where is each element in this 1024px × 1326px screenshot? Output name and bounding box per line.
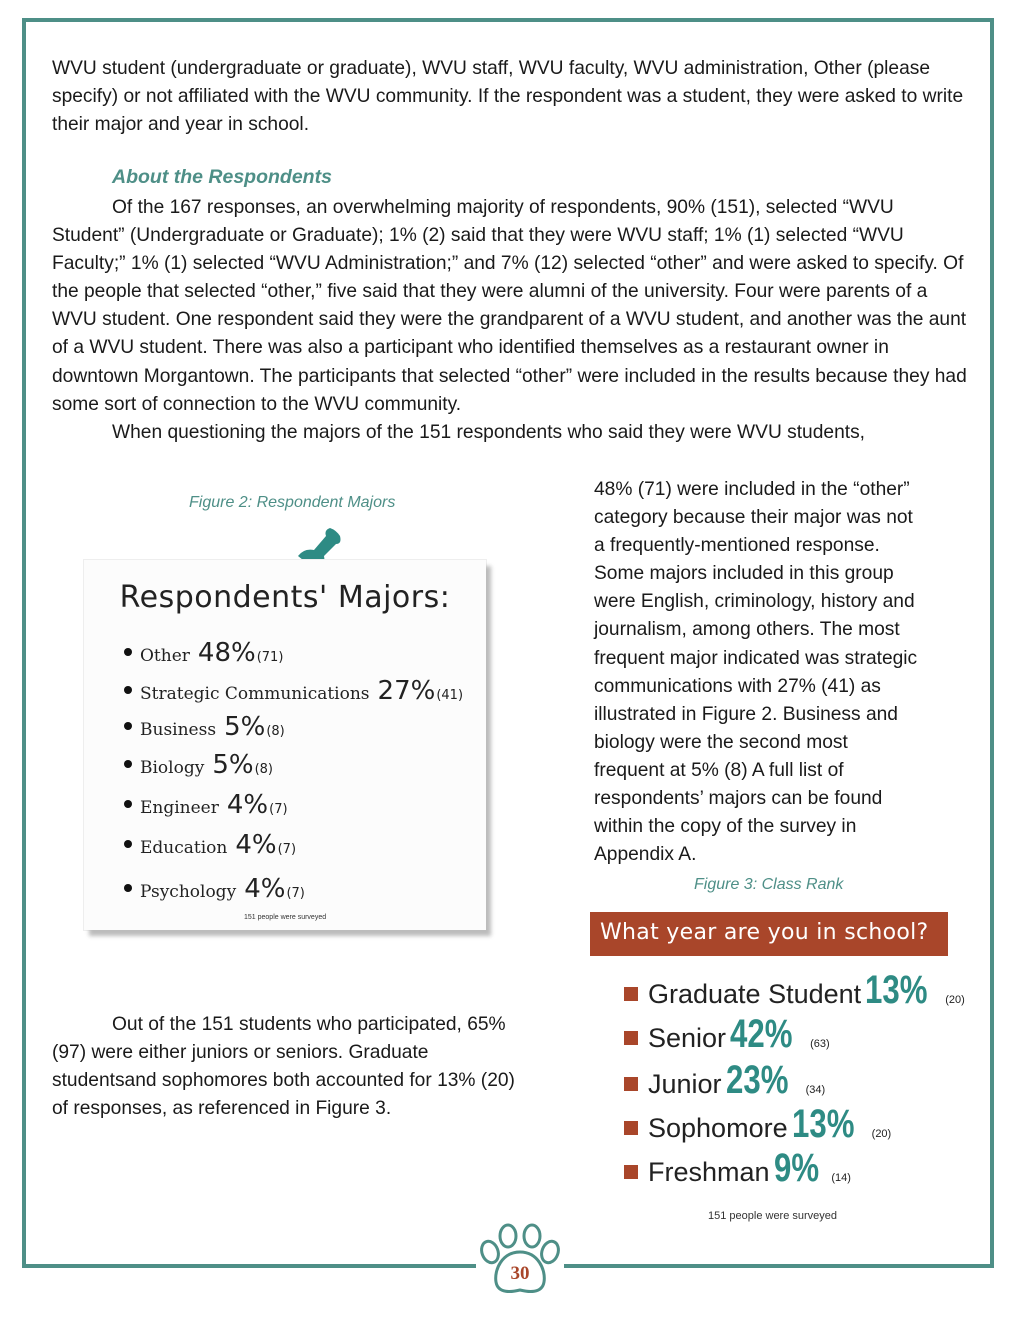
class-rank-row [624,1012,830,1057]
majors-paragraph-line: respondents’ majors can be found [594,788,883,810]
major-count: (7) [286,886,305,901]
page-number: 30 [510,1263,530,1284]
class-rank-percent: 23% [725,1058,788,1102]
major-label: Biology [140,758,205,778]
major-label: Engineer [140,798,219,818]
square-bullet-icon [624,1121,638,1135]
class-rank-count: (14) [831,1172,851,1184]
section-heading: About the Respondents [112,166,332,188]
respondents-paragraph: Of the 167 responses, an overwhelming majority of respondents, 90% (151), selected “WVU Student” (Undergraduate or Graduate); 1% (2) said that they were WVU staff; 1% (1) selected “WVU Faculty;” 1% (1) selected “WVU Administration;” and 7% (12) selected “other” and were asked to specify. Of the people that selected “other,” five said that they were alumni of the university. Four were parents of a WVU student. One respondent said they were the grandparent of a WVU student, and another was the aunt of a WVU student. There was also a participant who identified themselves as a restaurant owner in downtown Morgantown. The participants that selected “other” were included in the results because they had some sort of connection to the WVU community. When questioning the majors of the 151 respondents who said they were WVU students, [52,194,967,447]
major-row [124,750,273,780]
major-label: Business [140,720,217,740]
class-rank-count: (20) [945,994,965,1006]
major-percent: 27% [377,676,436,706]
major-row [124,712,285,742]
class-rank-percent: 42% [730,1012,793,1056]
major-count: (41) [436,688,464,703]
paw-print-icon [476,1222,564,1298]
major-row [124,790,288,820]
majors-paragraph-line: a frequently-mentioned response. [594,535,880,557]
bullet-icon [124,648,132,656]
bullet-icon [124,722,132,730]
bullet-icon [124,800,132,808]
major-label: Psychology [140,882,237,902]
class-rank-percent: 13% [791,1102,855,1146]
major-count: (7) [277,842,297,857]
major-percent: 4% [244,874,286,904]
class-rank-count: (63) [810,1038,830,1050]
class-rank-label: Sophomore [648,1113,788,1143]
major-count: (8) [266,724,285,739]
major-percent: 5% [224,712,266,742]
major-count: (7) [269,802,288,817]
majors-paragraph-line: were English, criminology, history and [594,591,915,613]
majors-paragraph-line: Appendix A. [594,844,697,866]
major-row [124,830,296,860]
class-rank-percent: 13% [865,968,928,1012]
majors-paragraph-line: biology were the second most [594,731,848,753]
class-rank-paragraph: Out of the 151 students who participated, 65% (97) were either juniors or seniors. Graduate studentsand sophomores both accounted for 13% (20) of responses, as referenced in Figure 3. [52,1014,515,1120]
class-rank-title: What year are you in school? [600,920,929,945]
majors-paragraph-line: illustrated in Figure 2. Business and [594,703,898,725]
figure3-caption: Figure 3: Class Rank [694,876,844,893]
major-label: Other [140,646,190,666]
majors-paragraph-line: category because their major was not [594,507,913,529]
major-percent: 48% [197,638,256,668]
class-rank-row [624,1146,851,1191]
majors-paragraph-line: communications with 27% (41) as [594,675,881,697]
major-label: Education [140,838,228,858]
figure2-caption: Figure 2: Respondent Majors [189,494,396,511]
major-row [124,638,283,668]
major-percent: 5% [212,750,254,780]
class-rank-footnote: 151 people were surveyed [708,1210,838,1222]
class-rank-label: Freshman [648,1157,770,1187]
majors-lead-line: When questioning the majors of the 151 respondents who said they were WVU students, [112,421,865,443]
class-rank-row [624,1058,825,1103]
class-rank-label: Senior [648,1023,727,1053]
bullet-icon [124,840,132,848]
bullet-icon [124,884,132,892]
square-bullet-icon [624,987,638,1001]
major-count: (8) [254,762,273,777]
majors-paragraph-line: journalism, among others. The most [594,619,900,641]
majors-footnote: 151 people were surveyed [244,914,327,921]
class-rank-row [624,1102,891,1147]
class-rank-count: (34) [805,1084,826,1096]
major-label: Strategic Communications [140,684,370,704]
class-rank-count: (20) [871,1128,892,1140]
majors-paragraph-line: within the copy of the survey in [594,816,857,838]
intro-paragraph: WVU student (undergraduate or graduate), WVU staff, WVU faculty, WVU administration, Other (please specify) or not affiliated with the WVU community. If the respondent was a student, they were asked to write their major and year in school. [52,58,964,136]
square-bullet-icon [624,1031,638,1045]
majors-paragraph [594,476,974,869]
class-rank-percent: 9% [773,1146,819,1190]
class-rank-banner [590,912,948,956]
majors-note-card [84,560,486,930]
bullet-icon [124,760,132,768]
majors-paragraph-line: Some majors included in this group [594,563,894,585]
major-row [124,874,305,904]
major-percent: 4% [226,790,269,820]
majors-paragraph-line: frequent at 5% (8) A full list of [594,759,844,781]
majors-paragraph-line: frequent major indicated was strategic [594,647,918,669]
class-rank-row [624,968,965,1013]
bullet-icon [124,686,132,694]
class-rank-label: Junior [648,1069,722,1099]
major-count: (71) [256,650,284,665]
major-row [124,676,463,706]
major-percent: 4% [235,830,277,860]
class-rank-label: Graduate Student [648,979,862,1009]
square-bullet-icon [624,1165,638,1179]
square-bullet-icon [624,1077,638,1091]
majors-paragraph-line: 48% (71) were included in the “other” [594,479,910,500]
majors-title: Respondents' Majors: [119,580,451,615]
